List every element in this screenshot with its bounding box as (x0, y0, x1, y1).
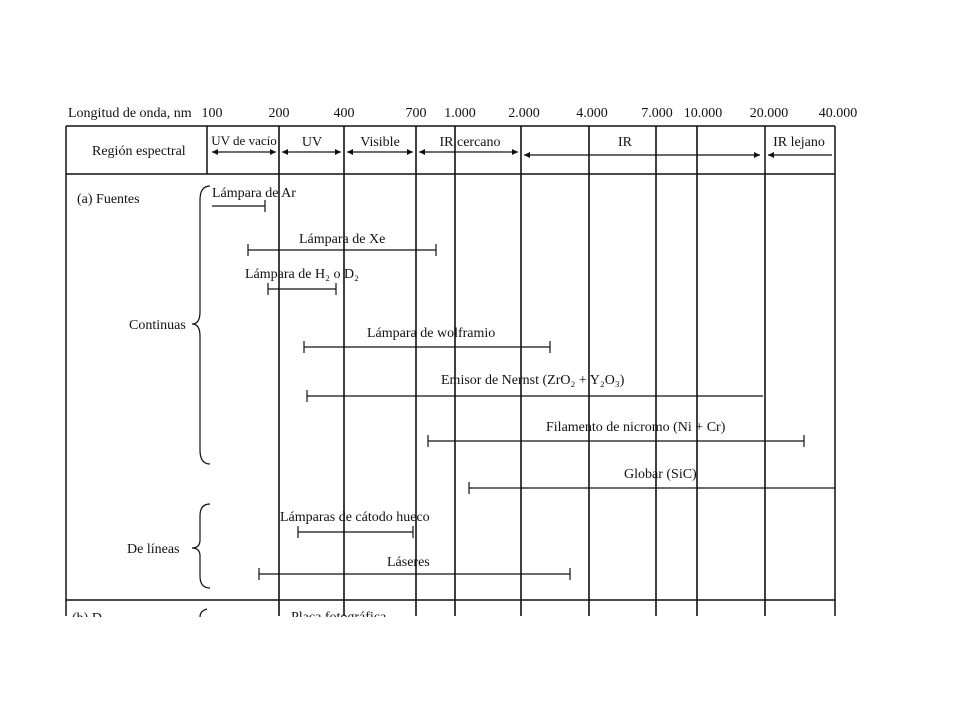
region-label-uv: UV (301, 135, 323, 150)
continuous-sources-label: Continuas (129, 318, 186, 333)
source-label-catodo-hueco: Lámparas de cátodo hueco (280, 510, 430, 525)
region-arrow-uv-vacio (212, 149, 276, 155)
source-range-wolframio (304, 341, 550, 353)
source-label-nicromo: Filamento de nicromo (Ni + Cr) (546, 420, 726, 435)
brace-continuous (192, 186, 210, 464)
source-label-globar: Globar (SiC) (624, 467, 697, 482)
source-range-catodo-hueco (298, 526, 413, 538)
source-label-h2-d2: Lámpara de H₂ o D₂ (245, 267, 359, 282)
region-arrow-ir-lejano (768, 152, 832, 158)
source-range-nernst (307, 390, 763, 402)
source-label-ar: Lámpara de Ar (212, 186, 296, 201)
region-label-uv-vacio: UV de vacío (211, 133, 277, 148)
tick-label-100: 100 (201, 106, 223, 121)
tick-label-700: 700 (405, 106, 427, 121)
source-range-globar (469, 482, 835, 494)
tick-label-1000: 1.000 (444, 106, 476, 121)
tick-label-40000: 40.000 (818, 106, 858, 121)
source-range-ar (212, 200, 265, 212)
tick-label-400: 400 (333, 106, 355, 121)
tick-label-10000: 10.000 (683, 106, 723, 121)
region-label-ir-cercano: IR cercano (439, 135, 501, 150)
section-a-label: (a) Fuentes (77, 192, 140, 207)
source-range-nicromo (428, 435, 804, 447)
axis-label: Longitud de onda, nm (68, 106, 192, 121)
source-label-xe: Lámpara de Xe (299, 232, 386, 247)
tick-label-2000: 2.000 (508, 106, 540, 121)
tick-label-4000: 4.000 (576, 106, 608, 121)
tick-label-7000: 7.000 (641, 106, 673, 121)
brace-lines (192, 504, 210, 588)
region-label-visible: Visible (360, 135, 400, 150)
region-label-ir: IR (618, 135, 632, 150)
source-label-laseres: Láseres (387, 555, 430, 570)
source-label-wolframio: Lámpara de wolframio (367, 326, 496, 341)
tick-label-200: 200 (268, 106, 290, 121)
region-label-ir-lejano: IR lejano (773, 135, 825, 150)
region-header-label: Región espectral (92, 144, 186, 159)
source-label-nernst: Emisor de Nernst (ZrO₂ + Y₂O₃) (441, 373, 625, 388)
region-arrow-ir (524, 152, 760, 158)
cutoff-mask (0, 617, 960, 720)
tick-label-20000: 20.000 (749, 106, 789, 121)
brace-section-b (200, 609, 207, 617)
line-sources-label: De líneas (127, 542, 180, 557)
